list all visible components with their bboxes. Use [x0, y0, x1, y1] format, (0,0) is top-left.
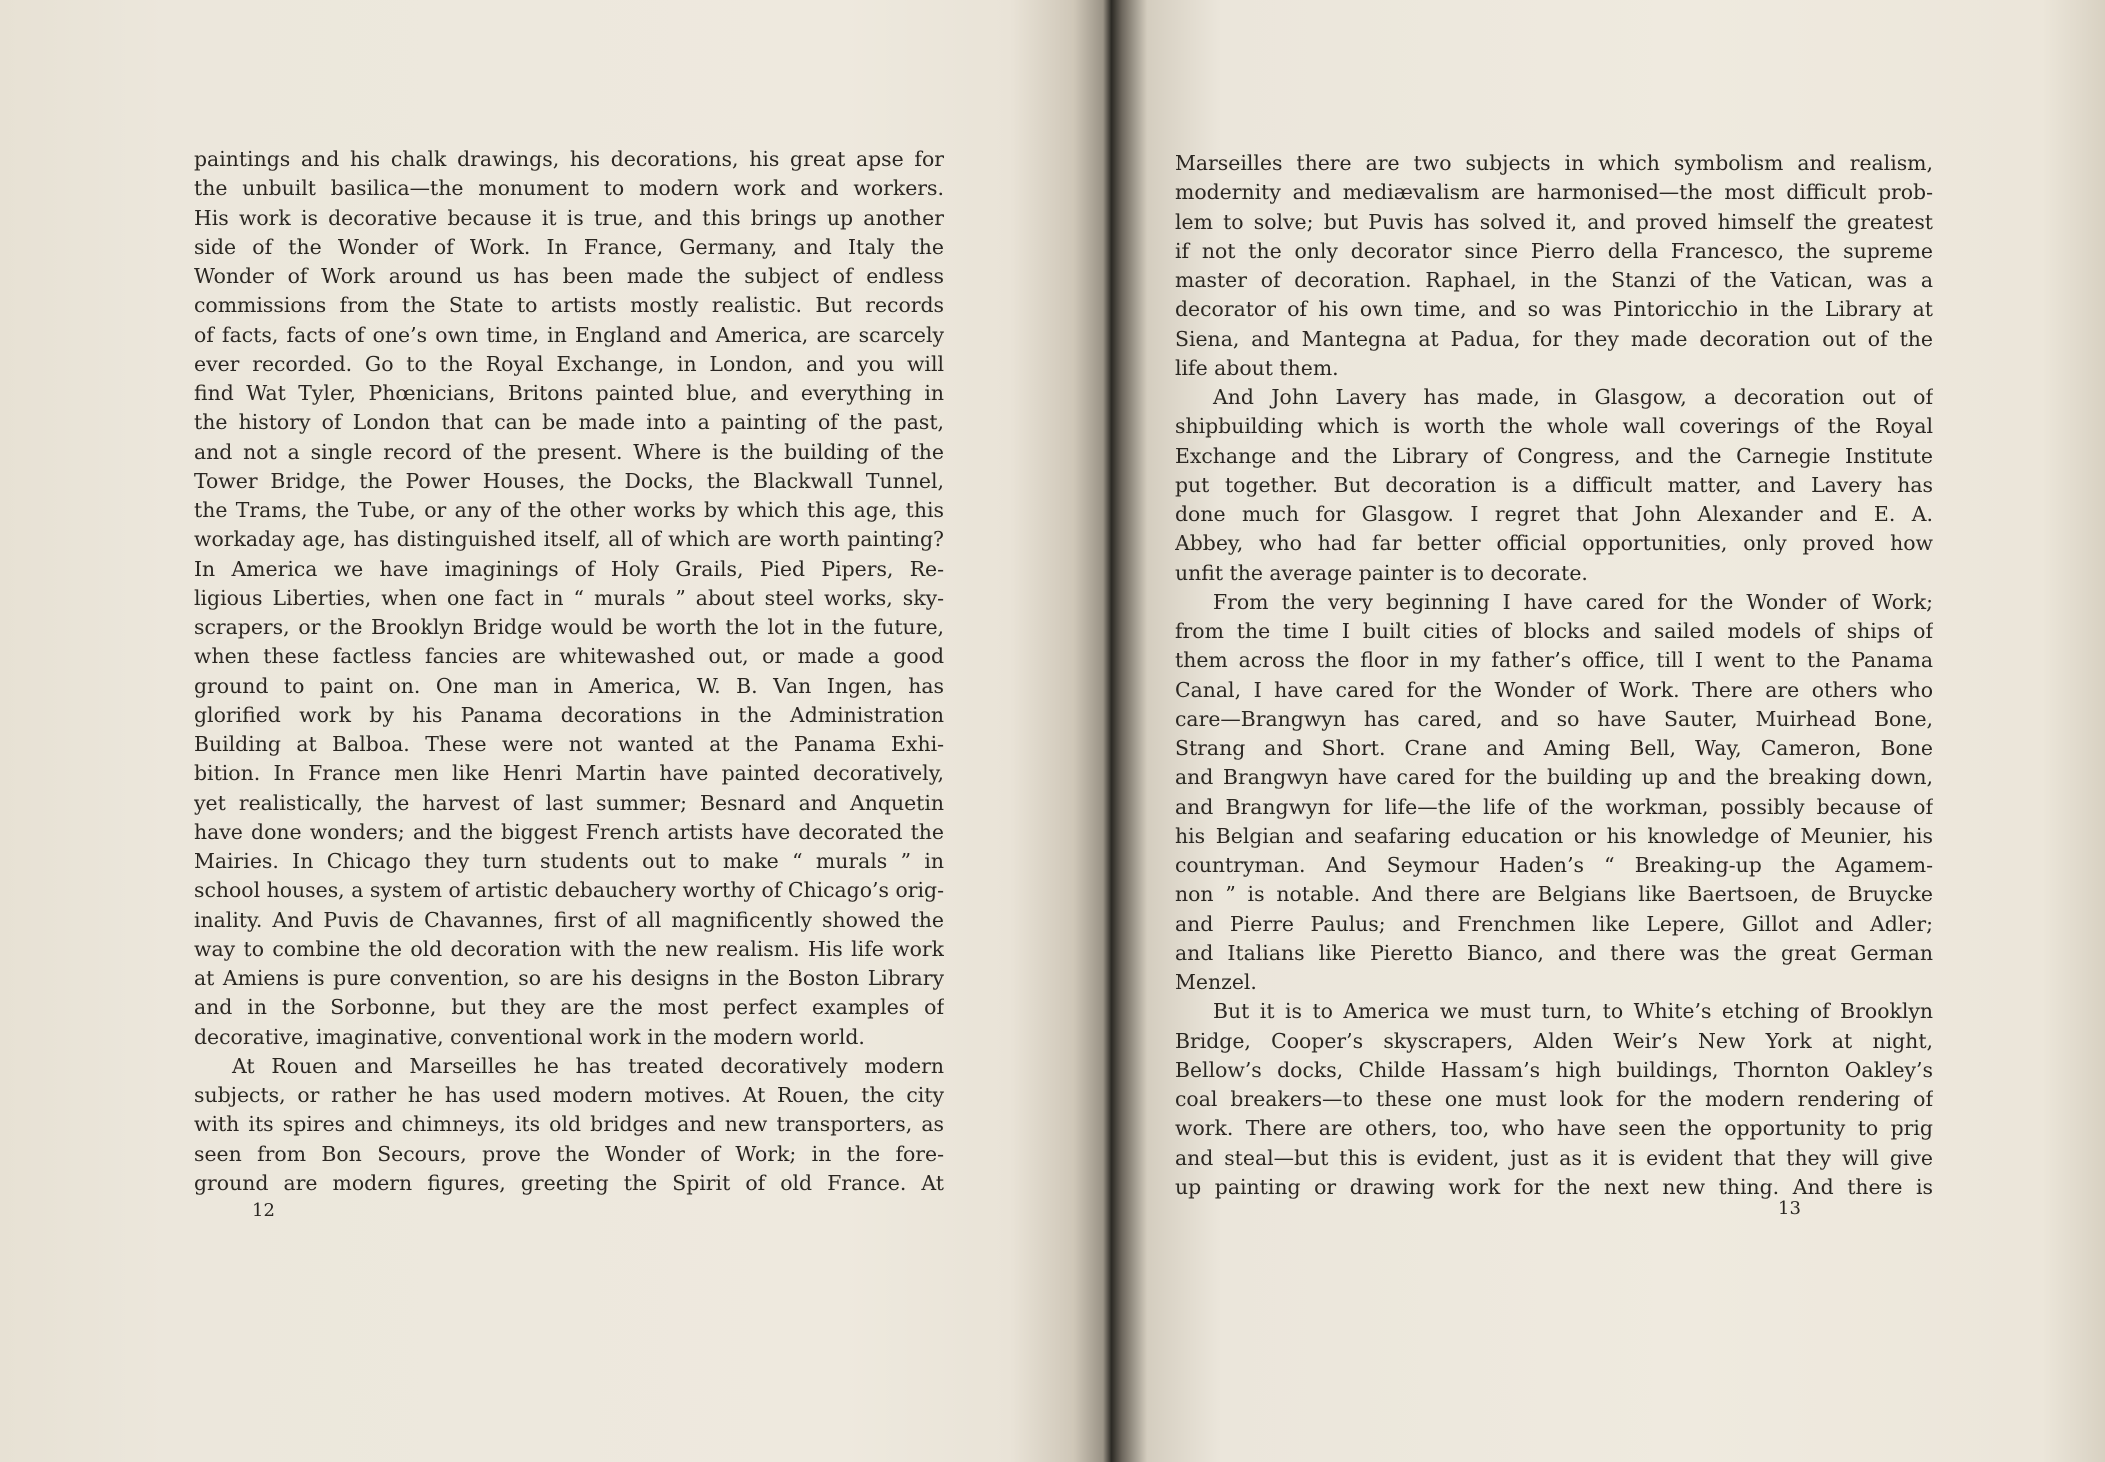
text-line: subjects, or rather he has used modern motives. At Rouen, the city: [194, 1083, 944, 1107]
text-line: when these factless fancies are whitewashed out, or made a good: [194, 644, 944, 669]
text-line: Strang and Short. Crane and Aming Bell, Way, Cameron, Bone: [1175, 736, 1933, 760]
text-line: countryman. And Seymour Haden’s “ Breaking-up the Agamem-: [1175, 853, 1933, 877]
text-line: ground are modern figures, greeting the Spirit of old France. At: [194, 1170, 944, 1195]
left-page-number: 12: [252, 1200, 275, 1221]
right-page-number: 13: [1778, 1198, 1801, 1219]
text-line: put together. But decoration is a difficult matter, and Lavery has: [1175, 472, 1933, 497]
text-line: Menzel.: [1175, 970, 1257, 994]
text-line: ground to paint on. One man in America, W. B. Van Ingen, has: [194, 673, 944, 698]
text-line: Exchange and the Library of Congress, and the Carnegie Institute: [1175, 443, 1933, 468]
paragraph: [1175, 149, 1933, 383]
text-line: At Rouen and Marseilles he has treated decoratively modern: [232, 1053, 944, 1078]
text-line: his Belgian and seafaring education or his knowledge of Meunier, his: [1175, 823, 1933, 848]
text-line: inality. And Puvis de Chavannes, first of all magnificently showed the: [194, 907, 944, 932]
text-line: side of the Wonder of Work. In France, Germany, and Italy the: [194, 234, 944, 259]
text-line: the Trams, the Tube, or any of the other works by which this age, this: [194, 498, 944, 522]
text-line: and Pierre Paulus; and Frenchmen like Lepere, Gillot and Adler;: [1175, 911, 1933, 936]
right-page: [1052, 0, 2105, 1462]
text-line: shipbuilding which is worth the whole wall coverings of the Royal: [1175, 414, 1933, 439]
text-line: His work is decorative because it is true, and this brings up another: [194, 205, 944, 230]
text-line: Wonder of Work around us has been made the subject of endless: [194, 264, 944, 288]
text-line: master of decoration. Raphael, in the Stanzi of the Vatican, was a: [1175, 268, 1933, 292]
text-line: decorative, imaginative, conventional work in the modern world.: [194, 1024, 865, 1049]
text-line: way to combine the old decoration with the new realism. His life work: [194, 936, 944, 961]
paragraph: [1175, 997, 1933, 1202]
text-line: decorator of his own time, and so was Pintoricchio in the Library at: [1175, 297, 1933, 322]
text-line: In America we have imaginings of Holy Grails, Pied Pipers, Re-: [194, 556, 944, 581]
text-line: the history of London that can be made into a painting of the past,: [194, 410, 944, 435]
text-line: seen from Bon Secours, prove the Wonder of Work; in the fore-: [194, 1141, 944, 1166]
text-line: From the very beginning I have cared for the Wonder of Work;: [1213, 589, 1933, 614]
text-line: bition. In France men like Henri Martin have painted decoratively,: [194, 761, 944, 786]
text-line: of facts, facts of one’s own time, in England and America, are scarcely: [194, 322, 944, 347]
text-line: commissions from the State to artists mostly realistic. But records: [194, 293, 944, 318]
text-line: and Italians like Pieretto Bianco, and there was the great German: [1175, 940, 1933, 965]
text-line: with its spires and chimneys, its old bridges and new transporters, as: [194, 1112, 944, 1137]
text-line: ligious Liberties, when one fact in “ murals ” about steel works, sky-: [194, 585, 944, 610]
text-line: coal breakers—to these one must look for the modern rendering of: [1175, 1087, 1933, 1111]
text-line: and in the Sorbonne, but they are the most perfect examples of: [194, 995, 944, 1020]
left-page-text: [194, 145, 944, 1198]
text-line: Abbey, who had far better official opportunities, only proved how: [1175, 531, 1933, 556]
text-line: Building at Balboa. These were not wanted at the Panama Exhi-: [194, 732, 944, 756]
text-line: and not a single record of the present. Where is the building of the: [194, 439, 944, 464]
text-line: school houses, a system of artistic debauchery worthy of Chicago’s orig-: [194, 878, 944, 903]
text-line: from the time I built cities of blocks and sailed models of ships of: [1175, 619, 1933, 643]
text-line: life about them.: [1175, 355, 1339, 380]
text-line: Siena, and Mantegna at Padua, for they made decoration out of the: [1175, 326, 1933, 351]
text-line: Canal, I have cared for the Wonder of Work. There are others who: [1175, 677, 1933, 702]
text-line: if not the only decorator since Pierro della Francesco, the supreme: [1175, 238, 1933, 263]
paragraph: [1175, 588, 1933, 998]
right-page-text: [1175, 149, 1933, 1202]
text-line: the unbuilt basilica—the monument to modern work and workers.: [194, 176, 944, 201]
text-line: them across the floor in my father’s office, till I went to the Panama: [1175, 648, 1933, 673]
text-line: yet realistically, the harvest of last summer; Besnard and Anquetin: [194, 790, 944, 815]
text-line: glorified work by his Panama decorations in the Administration: [194, 702, 944, 727]
text-line: find Wat Tyler, Phœnicians, Britons painted blue, and everything in: [194, 381, 944, 405]
text-line: and Brangwyn have cared for the building up and the breaking down,: [1175, 765, 1933, 790]
paragraph: [194, 145, 944, 1052]
text-line: But it is to America we must turn, to White’s etching of Brooklyn: [1213, 999, 1933, 1024]
text-line: done much for Glasgow. I regret that John Alexander and E. A.: [1175, 502, 1933, 526]
text-line: have done wonders; and the biggest French artists have decorated the: [194, 819, 944, 844]
text-line: and steal—but this is evident, just as it is evident that they will give: [1175, 1145, 1933, 1170]
text-line: and Brangwyn for life—the life of the workman, possibly because of: [1175, 794, 1933, 819]
paragraph: [1175, 383, 1933, 588]
text-line: at Amiens is pure convention, so are his designs in the Boston Library: [194, 966, 944, 990]
text-line: Marseilles there are two subjects in which symbolism and realism,: [1175, 151, 1933, 175]
text-line: Tower Bridge, the Power Houses, the Docks, the Blackwall Tunnel,: [194, 468, 944, 493]
text-line: workaday age, has distinguished itself, all of which are worth painting?: [194, 527, 944, 552]
text-line: ever recorded. Go to the Royal Exchange, in London, and you will: [194, 351, 944, 376]
text-line: work. There are others, too, who have seen the opportunity to prig: [1175, 1116, 1933, 1141]
text-line: Bellow’s docks, Childe Hassam’s high buildings, Thornton Oakley’s: [1175, 1057, 1933, 1082]
text-line: scrapers, or the Brooklyn Bridge would be worth the lot in the future,: [194, 615, 944, 639]
text-line: paintings and his chalk drawings, his decorations, his great apse for: [194, 147, 944, 171]
paragraph: [194, 1052, 944, 1198]
text-line: care—Brangwyn has cared, and so have Sauter, Muirhead Bone,: [1175, 706, 1933, 731]
text-line: Bridge, Cooper’s skyscrapers, Alden Weir’s New York at night,: [1175, 1028, 1933, 1053]
left-page: [0, 0, 1052, 1462]
text-line: unfit the average painter is to decorate.: [1175, 560, 1588, 585]
text-line: modernity and mediævalism are harmonised—the most difficult prob-: [1175, 180, 1933, 205]
text-line: lem to solve; but Puvis has solved it, and proved himself the greatest: [1175, 209, 1933, 234]
text-line: up painting or drawing work for the next new thing. And there is: [1175, 1174, 1933, 1199]
text-line: And John Lavery has made, in Glasgow, a decoration out of: [1213, 385, 1933, 409]
text-line: non ” is notable. And there are Belgians like Baertsoen, de Bruycke: [1175, 882, 1933, 907]
text-line: Mairies. In Chicago they turn students out to make “ murals ” in: [194, 849, 944, 873]
